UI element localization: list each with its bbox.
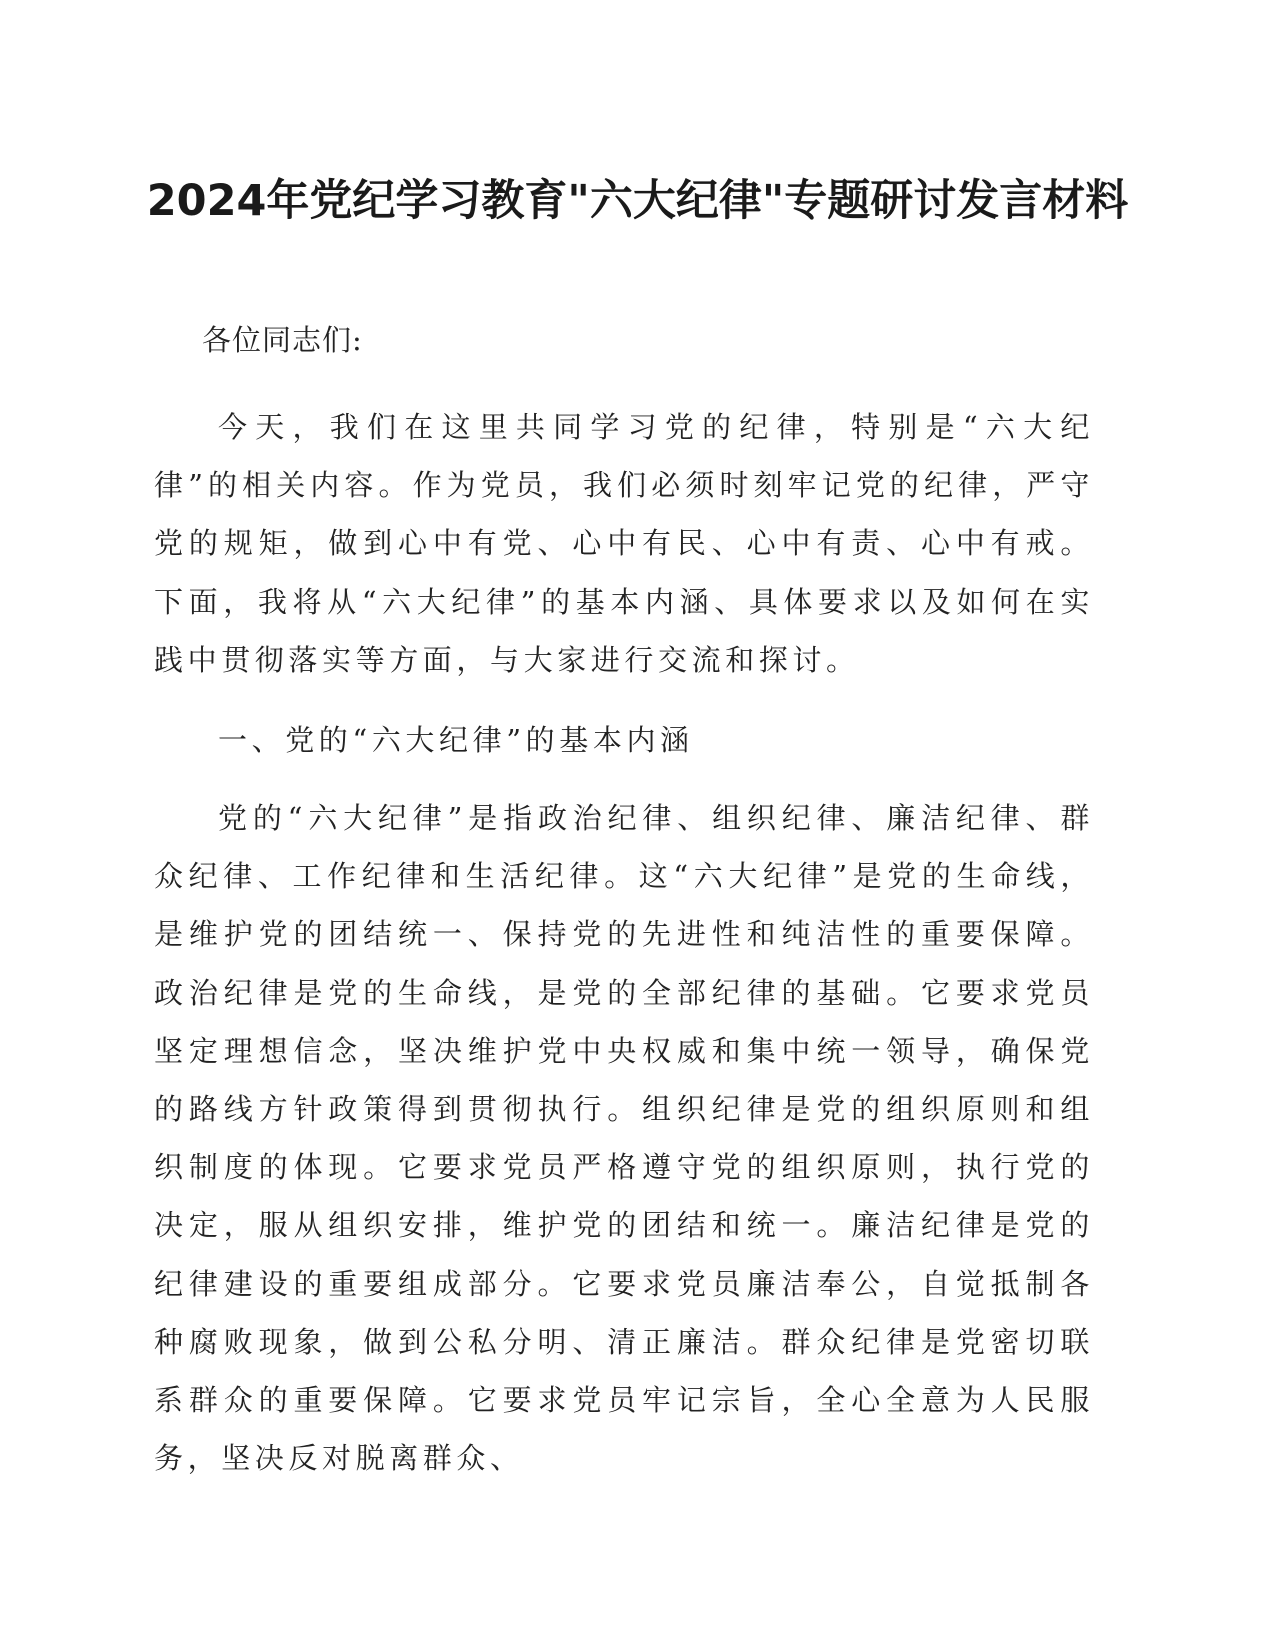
section-paragraph: 党的“六大纪律”是指政治纪律、组织纪律、廉洁纪律、群众纪律、工作纪律和生活纪律。这“六大纪律”是党的生命线，是维护党的团结统一、保持党的先进性和纯洁性的重要保障。政治纪律是党的生命线，是党的全部纪律的基础。它要求党员坚定理想信念，坚决维护党中央权威和集中统一领导，确保党的路线方针政策得到贯彻执行。组织纪律是党的组织原则和组织制度的体现。它要求党员严格遵守党的组织原则，执行党的决定，服从组织安排，维护党的团结和统一。廉洁纪律是党的纪律建设的重要组成部分。它要求党员廉洁奉公，自觉抵制各种腐败现象，做到公私分明、清正廉洁。群众纪律是党密切联系群众的重要保障。它要求党员牢记宗旨，全心全意为人民服务，坚决反对脱离群众、 [154, 801, 1094, 1476]
document-title: 2024年党纪学习教育"六大纪律"专题研讨发言材料 [146, 176, 1129, 226]
intro-paragraph: 今天，我们在这里共同学习党的纪律，特别是“六大纪律”的相关内容。作为党员，我们必须时刻牢记党的纪律，严守党的规矩，做到心中有党、心中有民、心中有责、心中有戒。下面，我将从“六大纪律”的基本内涵、具体要求以及如何在实践中贯彻落实等方面，与大家进行交流和探讨。 [154, 410, 1094, 677]
section-heading: 一、党的“六大纪律”的基本内涵 [218, 723, 694, 757]
greeting: 各位同志们: [202, 323, 363, 357]
